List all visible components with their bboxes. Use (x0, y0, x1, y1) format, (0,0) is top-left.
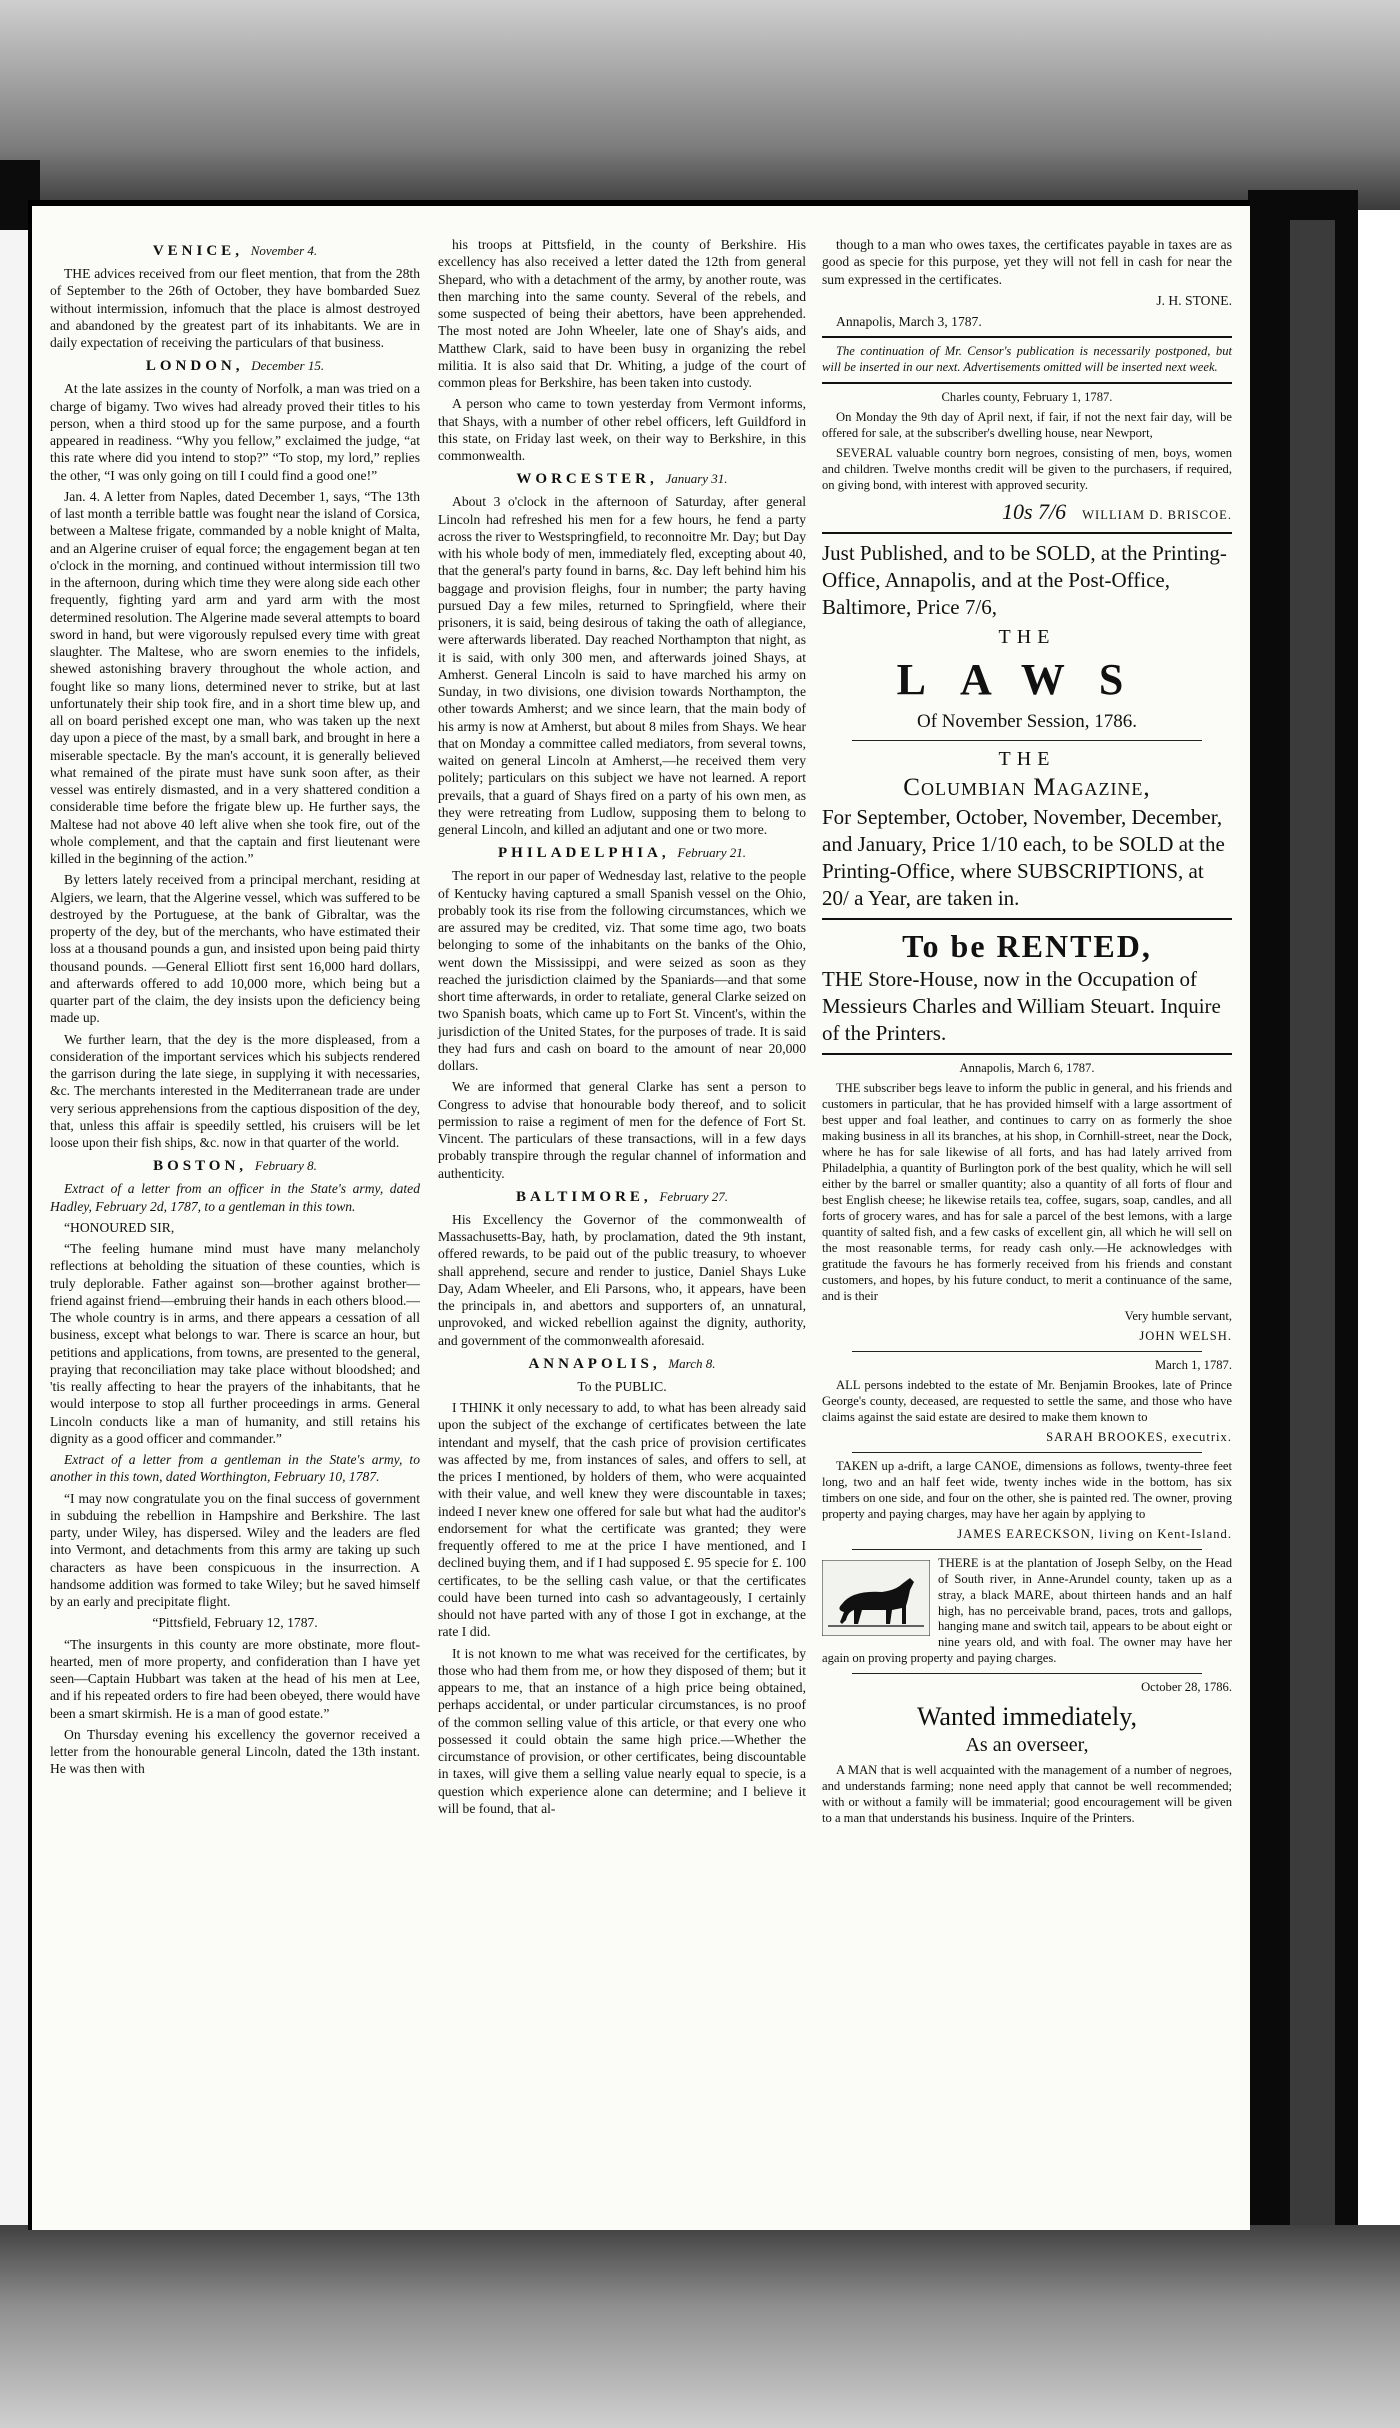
worcester-paragraph: About 3 o'clock in the afternoon of Saturday, after general Lincoln had refreshed his men for a few hours, he fend a party across the river to Westspringfield, to reconnoitre Mr. Day; but Day with his whole body of men, immediately fled, excepting about 40, that the general's party found in barns, &c. Day left behind him his baggage and provision fleighs, four in number; the party having pursued Day a few miles, returned to Springfield, where their prisoners, it is said, being desirous of taking the oath of allegiance, were afterwards liberated. Day reached Northampton that night, as it is said, with only 300 men, and afterwards joined Shays, at Amherst. General Lincoln is said to have marched his army on Sunday, in two divisions, one division towards Northampton, the other towards Amherst; and we since learn, that the main body of his army is now at Amherst, but about 8 miles from Shays. We hear that on Monday a committee called mediators, from several towns, waited on general Lincoln at Amherst,—he received them very politely; particulars on this subject we have not learned. A report prevails, that a guard of Shays fired on a party of his own men, as they were retreating from Ludlow, supposing them to belong to general Lincoln, and killed an adjutant and one or two more. (438, 494, 806, 838)
laws-title: LAWS (896, 655, 1158, 705)
divider (852, 1673, 1202, 1674)
divider (822, 532, 1232, 534)
briscoe-dateline: Charles county, February 1, 1787. (941, 390, 1113, 405)
london-paragraph-4: We further learn, that the dey is the more displeased, from a consideration of the important services which his subjects rendered the garrison during the late siege, in supplying it with necessaries, &c. The merchants interested in the Mediterranean trade are under very serious apprehensions from the captious disposition of the dey, that, unless this affair is speedily settled, his cruisers will be let loose upon their fish ships, &c. now in that quarter of the world. (50, 1031, 420, 1151)
column-2 (438, 236, 806, 1821)
london-heading: LONDON, December 15. (145, 358, 325, 375)
stone-letter-end: though to a man who owes taxes, the certificates payable in taxes are as good as specie for this purpose, yet they will not fell in cash for near the sum expressed in the certificates. (822, 237, 1232, 287)
magazine-the: THE (998, 748, 1056, 771)
divider (852, 1351, 1202, 1352)
venice-heading: VENICE, November 4. (152, 243, 318, 259)
brookes-signature: SARAH BROOKES, executrix. (1046, 1429, 1232, 1444)
magazine-body: For September, October, November, December, and January, Price 1/10 each, to be SOLD at the Printing-Office, where SUBSCRIPTIONS, at 20/ a Year, are taken in. (822, 805, 1225, 910)
stone-dateline: Annapolis, March 3, 1787. (836, 314, 982, 329)
divider (822, 918, 1232, 920)
london-paragraph-3: By letters lately received from a principal merchant, residing at Algiers, we learn, that the Algerine vessel, which was suffered to be destroyed by the Portuguese, at the bank of Gibraltar, was the property of the dey, but of the merchants, who have estimated their loss at a thousand pounds a gun, and insisted upon being paid thirty thousand pounds. —General Elliott first sent 16,000 hard dollars, and afterwards offered to add 10,000 more, which being but a quarter part of the claim, the dey insists upon the deficiency being made up. (50, 872, 420, 1026)
boston-dateline: “Pittsfield, February 12, 1787. (152, 1615, 318, 1631)
rented-title: To be RENTED, (902, 927, 1152, 964)
philadelphia-paragraph-1: The report in our paper of Wednesday last, relative to the people of Kentucky having captured a small Spanish vessel on the Ohio, probably took its rise from the following circumstances, which we are assured may be credited, viz. That some time ago, two boats belonging to some of the inhabitants on the banks of the Ohio, went down the Mississippi, and were seized as soon as they reached the jurisdiction claimed by the Spaniards—and that some short time afterwards, in order to retaliate, general Clarke seized on two Spanish boats, which came up to Fort St. Vincent's, within the jurisdiction of the United States, for the purposes of trade. It is said they had furs and cash on board to the amount of near 20,000 dollars. (438, 868, 806, 1074)
philadelphia-heading: PHILADELPHIA, February 21. (498, 845, 746, 862)
col2-paragraph-2: A person who came to town yesterday from Vermont informs, that Shays, with a number of other rebel officers, left Guildford in this state, on Friday last week, on their way to Berkshire, in this commonwealth. (438, 396, 806, 463)
wanted-dateline: October 28, 1786. (1141, 1680, 1232, 1695)
mare-ad (822, 1556, 1232, 1668)
boston-intro: Extract of a letter from an officer in the State's army, dated Hadley, February 2d, 1787, to a gentleman in this town. (50, 1181, 420, 1214)
mare-body: THERE is at the plantation of Joseph Selby, on the Head of South river, in Anne-Arundel county, taken up as a stray, a black MARE, about thirteen hands and an half high, has no perceivable brand, paces, trots and gallops, hanging mane and switch tail, appears to be about eight or nine years old, and with foal. The owner may have her again on proving property and paying charges. (822, 1555, 1232, 1666)
wanted-subtitle: As an overseer, (965, 1734, 1089, 1757)
boston-paragraph-1: “The feeling humane mind must have many melancholy reflections at beholding the situation of these counties, which is truly deplorable. Father against son—brother against brother—friend against friend—embruing their hands in each others blood.—The whole country is in arms, and there appears a cessation of all business, except what belongs to war. There is scarce an hour, but petitions and applications, from towns, are presented to the general, praying that reconciliation may take place without bloodshed; and 'tis really affecting to hear the prayers of the inhabitants, that he would interpose to stop all further proceedings in arms. General Lincoln conducts like a man of humanity, and still retains his dignity as a good officer and commander.” (50, 1241, 420, 1446)
book-spine-inner (1290, 220, 1335, 2240)
welsh-body: THE subscriber begs leave to inform the public in general, and his friends and customers in particular, that he has provided himself with a large assortment of best upper and foal leather, and continues to carry on as formerly the shoe making business in all its branches, at his shop, in Cornhill-street, near the Dock, where he has for sale likewise of all forts, and has had lately arrived from Philadelphia, a quantity of Burlington pork of the best quality, which he will sell either by the barrel or smaller quantity; also a quantity of all forts of flour and best English cheese; he likewise retails tea, coffee, sugars, soap, candles, and all forts of grocery wares, and has for sale a parcel of the best lemons, with a large quantity of salted fish, and a few casks of excellent gin, all which he will sell on the most reasonable terms, for ready cash only.—He acknowledges with gratitude the favours he has formerly received from his friends and constant customers, and hopes, by his future conduct, to merit a continuance of the same, and is their (822, 1080, 1232, 1303)
london-paragraph-1: At the late assizes in the county of Norfolk, a man was tried on a charge of bigamy. Two wives had already proved their titles to his person, when a third stood up for the same purpose, and a fourth appeared in readiness. “Why you fellow,” exclaimed the judge, “at this rate where did you intend to stop?” “To stop, my lord,” replies the other, “I was only going on till I could find a good one!” (50, 381, 420, 483)
welsh-dateline: Annapolis, March 6, 1787. (959, 1060, 1095, 1075)
canoe-body: TAKEN up a-drift, a large CANOE, dimensions as follows, twenty-three feet long, two and an half feet wide, twenty inches wide in the bottom, has six timbers on one side, and four on the other, she is painted red. The owner, proving property and paying charges, may have her again by applying to (822, 1458, 1232, 1521)
boston-heading: BOSTON, February 8. (153, 1158, 317, 1175)
stone-signature: J. H. STONE. (1156, 292, 1232, 308)
philadelphia-paragraph-2: We are informed that general Clarke has sent a person to Congress to advise that honourable body thereof, and to solicit permission to raise a regiment of men for the defence of Fort St. Vincent. The particulars of these transactions, will in a few days probably transpire through the regular channel of information and authenticity. (438, 1079, 806, 1181)
briscoe-signature: 10s 7/6 WILLIAM D. BRISCOE. (1001, 499, 1232, 525)
brookes-body: ALL persons indebted to the estate of Mr. Benjamin Brookes, late of Prince George's county, deceased, are requested to settle the same, and those who have claims against the said estate are desired to make them known to (822, 1377, 1232, 1424)
divider (822, 1053, 1232, 1055)
baltimore-heading: BALTIMORE, February 27. (515, 1188, 729, 1205)
wanted-body: A MAN that is well acquainted with the management of a number of negroes, and understands farming; none need apply that cannot be well recommended; with or without a family will be immaterial; good encouragement will be given to a man that understands his business. Inquire of the Printers. (822, 1762, 1232, 1825)
divider (822, 382, 1232, 384)
canoe-signature: JAMES EARECKSON, living on Kent-Island. (957, 1526, 1232, 1541)
brookes-dateline: March 1, 1787. (1155, 1357, 1232, 1372)
wanted-title: Wanted immediately, (916, 1702, 1138, 1732)
divider (822, 336, 1232, 338)
laws-subtitle: Of November Session, 1786. (916, 710, 1138, 732)
annapolis-paragraph-1: I THINK it only necessary to add, to what has been already said upon the subject of the exchange of certificates between the late intendant and myself, that the cash price of provision certificates was affected by me, from instances of sales, and offers to sell, at the prices I mentioned, by holders of them, who were acquainted with their value, and well knew they were discountable in taxes; indeed I never knew one offered for sale but what had the auditor's endorsement for what the certificate was granted; they were frequently offered to me at the price I have mentioned, and I declined buying them, and if I had supposed £. 95 specie for £. 100 certificates, to be the selling cash value, or that the certificates could have been turned into cash so advantageously, I certainly should not have parted with any of those I got in exchange, at the rate I did. (438, 1400, 806, 1640)
worcester-heading: WORCESTER, January 31. (516, 471, 728, 488)
boston-salutation: “HONOURED SIR, (64, 1219, 175, 1235)
newspaper-page (28, 200, 1250, 2230)
welsh-signature: JOHN WELSH. (1139, 1328, 1232, 1343)
col2-paragraph-1: his troops at Pittsfield, in the county of Berkshire. His excellency has also received a letter dated the 12th from general Shepard, who with a detachment of the army, by another route, was then marching into the same county. Several of the rebels, and some suspected of being their abettors, have been apprehended. The most noted are John Wheeler, late one of Shay's aids, and Matthew Clark, said to have been busy in organizing the rebel militia. It is also said that Dr. Whiting, a judge of the court of common pleas for Berkshire, has been taken into custody. (438, 237, 806, 390)
boston-paragraph-2: “I may now congratulate you on the final success of government in subduing the rebellion in Hampshire and Berkshire. The last party, under Wiley, has dispersed. Wiley and the leaders are fled into Vermont, and detachments from this army are taking up such characters as have been conspicuous in the insurrection. A handsome addition was formed to take Wiley; but he saved himself by an early and precipitate flight. (50, 1490, 420, 1610)
welsh-closing: Very humble servant, (1124, 1308, 1232, 1323)
annapolis-heading: ANNAPOLIS, March 8. (528, 1355, 716, 1372)
boston-paragraph-4: On Thursday evening his excellency the governor received a letter from the honourable general Lincoln, dated the 13th instant. He was then with (50, 1726, 420, 1777)
handwritten-note: 10s 7/6 (1001, 499, 1067, 525)
previous-page-edge (0, 230, 28, 2270)
boston-intro-2: Extract of a letter from a gentleman in the State's army, to another in this town, dated Worthington, February 10, 1787. (50, 1452, 420, 1485)
column-1 (50, 236, 420, 1782)
london-paragraph-2: Jan. 4. A letter from Naples, dated December 1, says, “The 13th of last month a terrible battle was fought near the island of Corsica, between a Maltese frigate, commanded by a noble knight of Malta, and an Algerine cruiser of equal force; the engagement began at ten o'clock in the morning, and continued without intermission till two in the afternoon, during which time they were along side each other frequently, fighting yard arm and yard arm with the most determined resolution. The Algerine made several attempts to board sword in hand, but were vigorously repulsed every time with great slaughter. The Maltese, who are sworn enemies to the infidels, shewed astonishing bravery throughout the whole action, and fought like so many lions, determined never to strike, but at last unfortunately their ship took fire, and in a short time blew up, and all on board perished except one man, who was taken up the next day upon a piece of the mast, by a small bark, and brought in here a miserable spectacle. By the man's account, it is generally believed what remained of the pirate must have sunk soon after, as their vessel was entirely dismasted, and in a very shattered condition a considerable time before the frigate blew up. He further says, the Maltese had not above 40 left alive when she took fire, out of the whole complement, and that the captain and first lieutenant were killed in the beginning of the action.” (50, 488, 420, 867)
scan-bottom-band (0, 2225, 1400, 2428)
annapolis-subheading: To the PUBLIC. (577, 1378, 667, 1394)
horse-illustration (822, 1560, 930, 1636)
divider (852, 1452, 1202, 1453)
laws-the: THE (998, 625, 1056, 648)
venice-paragraph: THE advices received from our fleet mention, that from the 28th of September to the 26th of October, they have bombarded Suez without intermission, infomuch that the place is almost destroyed and abandoned by the greatest part of its inhabitants. We are in daily expectation of receiving the particulars of that business. (50, 266, 420, 351)
rented-body: THE Store-House, now in the Occupation of Messieurs Charles and William Steuart. Inquire of the Printers. (822, 967, 1221, 1046)
laws-ad-lead: Just Published, and to be SOLD, at the Printing-Office, Annapolis, and at the Post-Office, Baltimore, Price 7/6, (822, 541, 1227, 619)
divider (852, 1549, 1202, 1550)
editor-notice: The continuation of Mr. Censor's publication is necessarily postponed, but will be inserted in our next. Advertisements omitted will be inserted next week. (822, 344, 1232, 375)
briscoe-intro: On Monday the 9th day of April next, if fair, if not the next fair day, will be offered for sale, at the subscriber's dwelling house, near Newport, (822, 410, 1232, 441)
divider (852, 740, 1202, 741)
column-3 (822, 236, 1232, 1831)
baltimore-paragraph: His Excellency the Governor of the commonwealth of Massachusetts-Bay, hath, by proclamation, dated the 9th instant, offered rewards, to be paid out of the public treasury, to whoever shall apprehend, secure and render to justice, Daniel Shays Luke Day, Adam Wheeler, and Eli Parsons, who, it appears, have been the principals in, and abettors and supporters of, an unnatural, unprovoked, and wicked rebellion against the dignity, authority, and government of the commonwealth aforesaid. (438, 1211, 806, 1348)
scan-top-shadow (0, 0, 1400, 210)
briscoe-notice: SEVERAL valuable country born negroes, consisting of men, boys, women and children. Twelve months credit will be given to the purchasers, if required, on giving bond, with interest with approved security. (822, 446, 1232, 493)
annapolis-paragraph-2: It is not known to me what was received for the certificates, by those who had them from me, or how they disposed of them; but it appears to me, that an instance of a high price being obtained, perhaps accidental, or under particular circumstances, is no proof of the common selling value of this article, or that every one who possessed it could obtain the same high price.—Whether the circumstance of provision, or other certificates, being discountable in taxes, will give them a selling value nearly equal to specie, is a question which experience alone can determine; and I believe it will be found, that al- (438, 1645, 806, 1816)
boston-paragraph-3: “The insurgents in this county are more obstinate, more flout-hearted, men of more property, and confideration than I have yet seen—Captain Hubbart was taken at the head of his men at Lee, and if his repeated orders to fire had been obeyed, there would have been a smart skirmish. He is a man of good estate.” (50, 1636, 420, 1721)
magazine-title: Columbian Magazine, (903, 774, 1151, 802)
